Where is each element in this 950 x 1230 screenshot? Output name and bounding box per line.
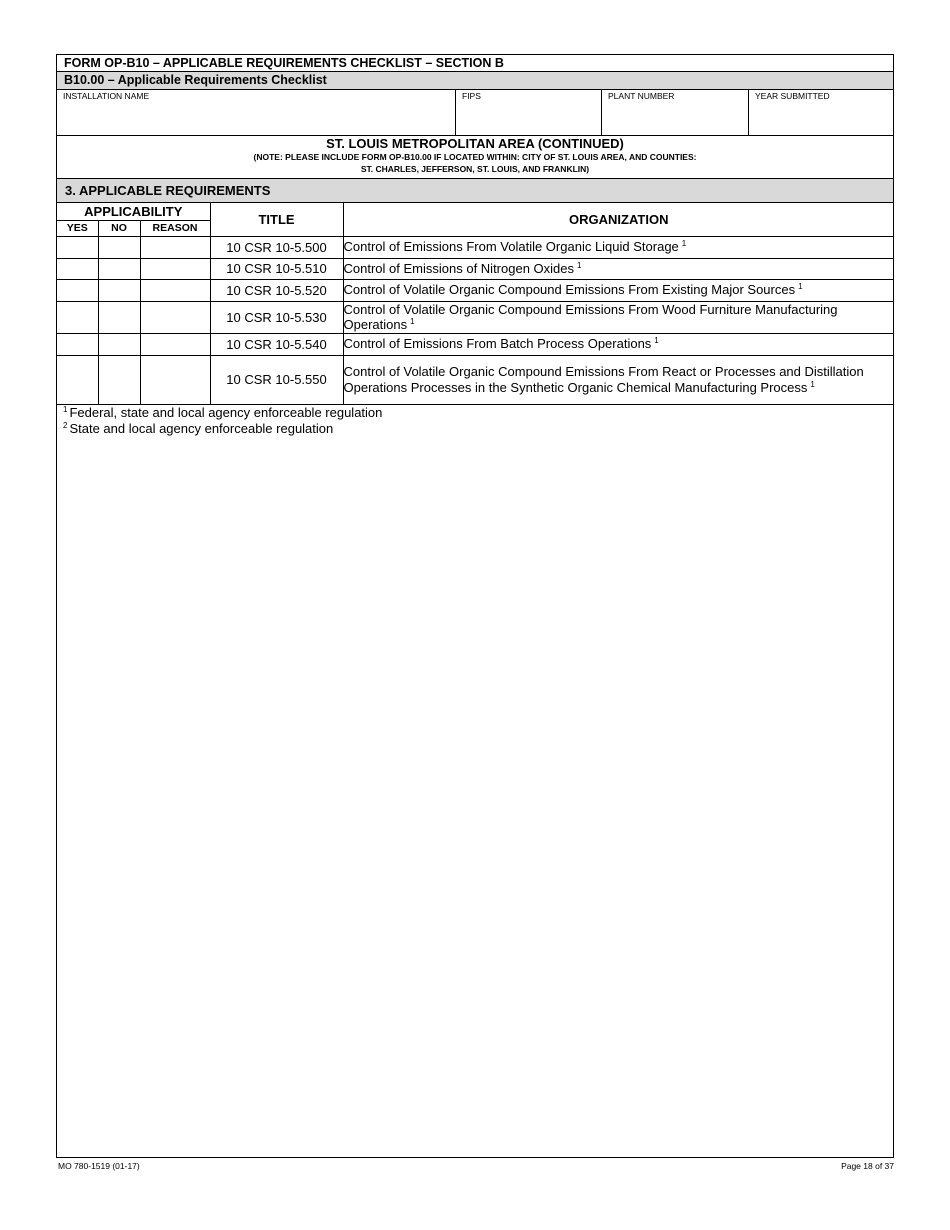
regulation-organization (343, 236, 894, 258)
area-note-line2: ST. CHARLES, JEFFERSON, ST. LOUIS, AND FRANKLIN) (360, 164, 590, 174)
reason-cell[interactable] (140, 355, 210, 404)
page-number: Page 18 of 37 (841, 1161, 894, 1171)
organization-text: Control of Emissions From Volatile Organic Liquid Storage (343, 239, 679, 255)
regulation-organization (343, 279, 894, 301)
regulation-organization (343, 301, 894, 333)
table-row (57, 279, 894, 301)
footnote-mark: 1 (410, 317, 415, 326)
installation-name-field[interactable] (57, 90, 455, 135)
plant-number-label: PLANT NUMBER (608, 91, 675, 101)
footnote-mark: 1 (654, 336, 659, 346)
reason-cell[interactable] (140, 301, 210, 333)
year-submitted-label: YEAR SUBMITTED (755, 91, 830, 101)
organization-text: Control of Emissions From Batch Process Operations (343, 336, 652, 352)
form-number: MO 780-1519 (01-17) (58, 1161, 140, 1171)
organization-header: ORGANIZATION (343, 203, 894, 236)
fips-field[interactable] (455, 90, 601, 135)
table-row (57, 333, 894, 355)
form-subtitle: B10.00 – Applicable Requirements Checklist (57, 72, 893, 90)
reason-cell[interactable] (140, 236, 210, 258)
section-heading: 3. APPLICABLE REQUIREMENTS (57, 179, 893, 203)
area-title: ST. LOUIS METROPOLITAN AREA (CONTINUED) (326, 136, 624, 151)
no-cell[interactable] (98, 236, 140, 258)
yes-header: YES (57, 220, 98, 236)
regulation-title: 10 CSR 10-5.520 (210, 279, 343, 301)
table-row (57, 236, 894, 258)
reason-header: REASON (140, 220, 210, 236)
footnote-2-mark: 2 (63, 420, 68, 430)
organization-text: Control of Emissions of Nitrogen Oxides (343, 260, 574, 276)
regulation-title: 10 CSR 10-5.530 (210, 301, 343, 333)
no-cell[interactable] (98, 279, 140, 301)
installation-name-label: INSTALLATION NAME (63, 91, 150, 101)
yes-cell[interactable] (57, 333, 98, 355)
footnote-1-mark: 1 (63, 405, 68, 414)
no-cell[interactable] (98, 355, 140, 404)
table-row (57, 258, 894, 279)
regulation-title: 10 CSR 10-5.510 (210, 258, 343, 279)
area-note-line1: (NOTE: PLEASE INCLUDE FORM OP-B10.00 IF LOCATED WITHIN: CITY OF ST. LOUIS AREA, AND COUNTIES: (253, 152, 697, 162)
regulation-title: 10 CSR 10-5.550 (210, 355, 343, 404)
reason-cell[interactable] (140, 333, 210, 355)
applicability-header: APPLICABILITY (57, 203, 210, 220)
fips-label: FIPS (462, 91, 481, 101)
footnote-2-text: State and local agency enforceable regulation (69, 420, 334, 436)
footnote-2 (63, 421, 382, 437)
requirements-table (57, 203, 894, 405)
yes-cell[interactable] (57, 279, 98, 301)
footnote-mark: 1 (577, 260, 582, 270)
organization-text: Control of Volatile Organic Compound Emissions From Wood Furniture Manufacturing Operations (343, 301, 838, 332)
regulation-organization (343, 355, 894, 404)
regulation-organization (343, 333, 894, 355)
footnote-mark: 1 (798, 282, 803, 292)
footnote-1-text: Federal, state and local agency enforceable regulation (69, 405, 383, 420)
regulation-title: 10 CSR 10-5.500 (210, 236, 343, 258)
table-row (57, 355, 894, 404)
no-header: NO (98, 220, 140, 236)
organization-text: Control of Volatile Organic Compound Emissions From React or Processes and Distillation Operations Processes in the Synthetic Organic Chemical Manufacturing Process (343, 364, 864, 395)
table-row (57, 301, 894, 333)
footnote-mark: 1 (810, 379, 815, 389)
yes-cell[interactable] (57, 355, 98, 404)
no-cell[interactable] (98, 333, 140, 355)
no-cell[interactable] (98, 258, 140, 279)
year-submitted-field[interactable] (748, 90, 894, 135)
form-page (56, 54, 894, 1158)
yes-cell[interactable] (57, 258, 98, 279)
title-header: TITLE (210, 203, 343, 236)
footnote-1 (63, 405, 382, 421)
form-title: FORM OP-B10 – APPLICABLE REQUIREMENTS CHECKLIST – SECTION B (57, 55, 893, 72)
footnote-mark: 1 (681, 239, 687, 249)
organization-text: Control of Volatile Organic Compound Emissions From Existing Major Sources (343, 282, 796, 298)
no-cell[interactable] (98, 301, 140, 333)
regulation-organization (343, 258, 894, 279)
area-header (57, 136, 893, 179)
reason-cell[interactable] (140, 279, 210, 301)
reason-cell[interactable] (140, 258, 210, 279)
footnotes (63, 405, 382, 436)
regulation-title: 10 CSR 10-5.540 (210, 333, 343, 355)
plant-number-field[interactable] (601, 90, 748, 135)
installation-info-row (57, 90, 893, 136)
yes-cell[interactable] (57, 301, 98, 333)
yes-cell[interactable] (57, 236, 98, 258)
